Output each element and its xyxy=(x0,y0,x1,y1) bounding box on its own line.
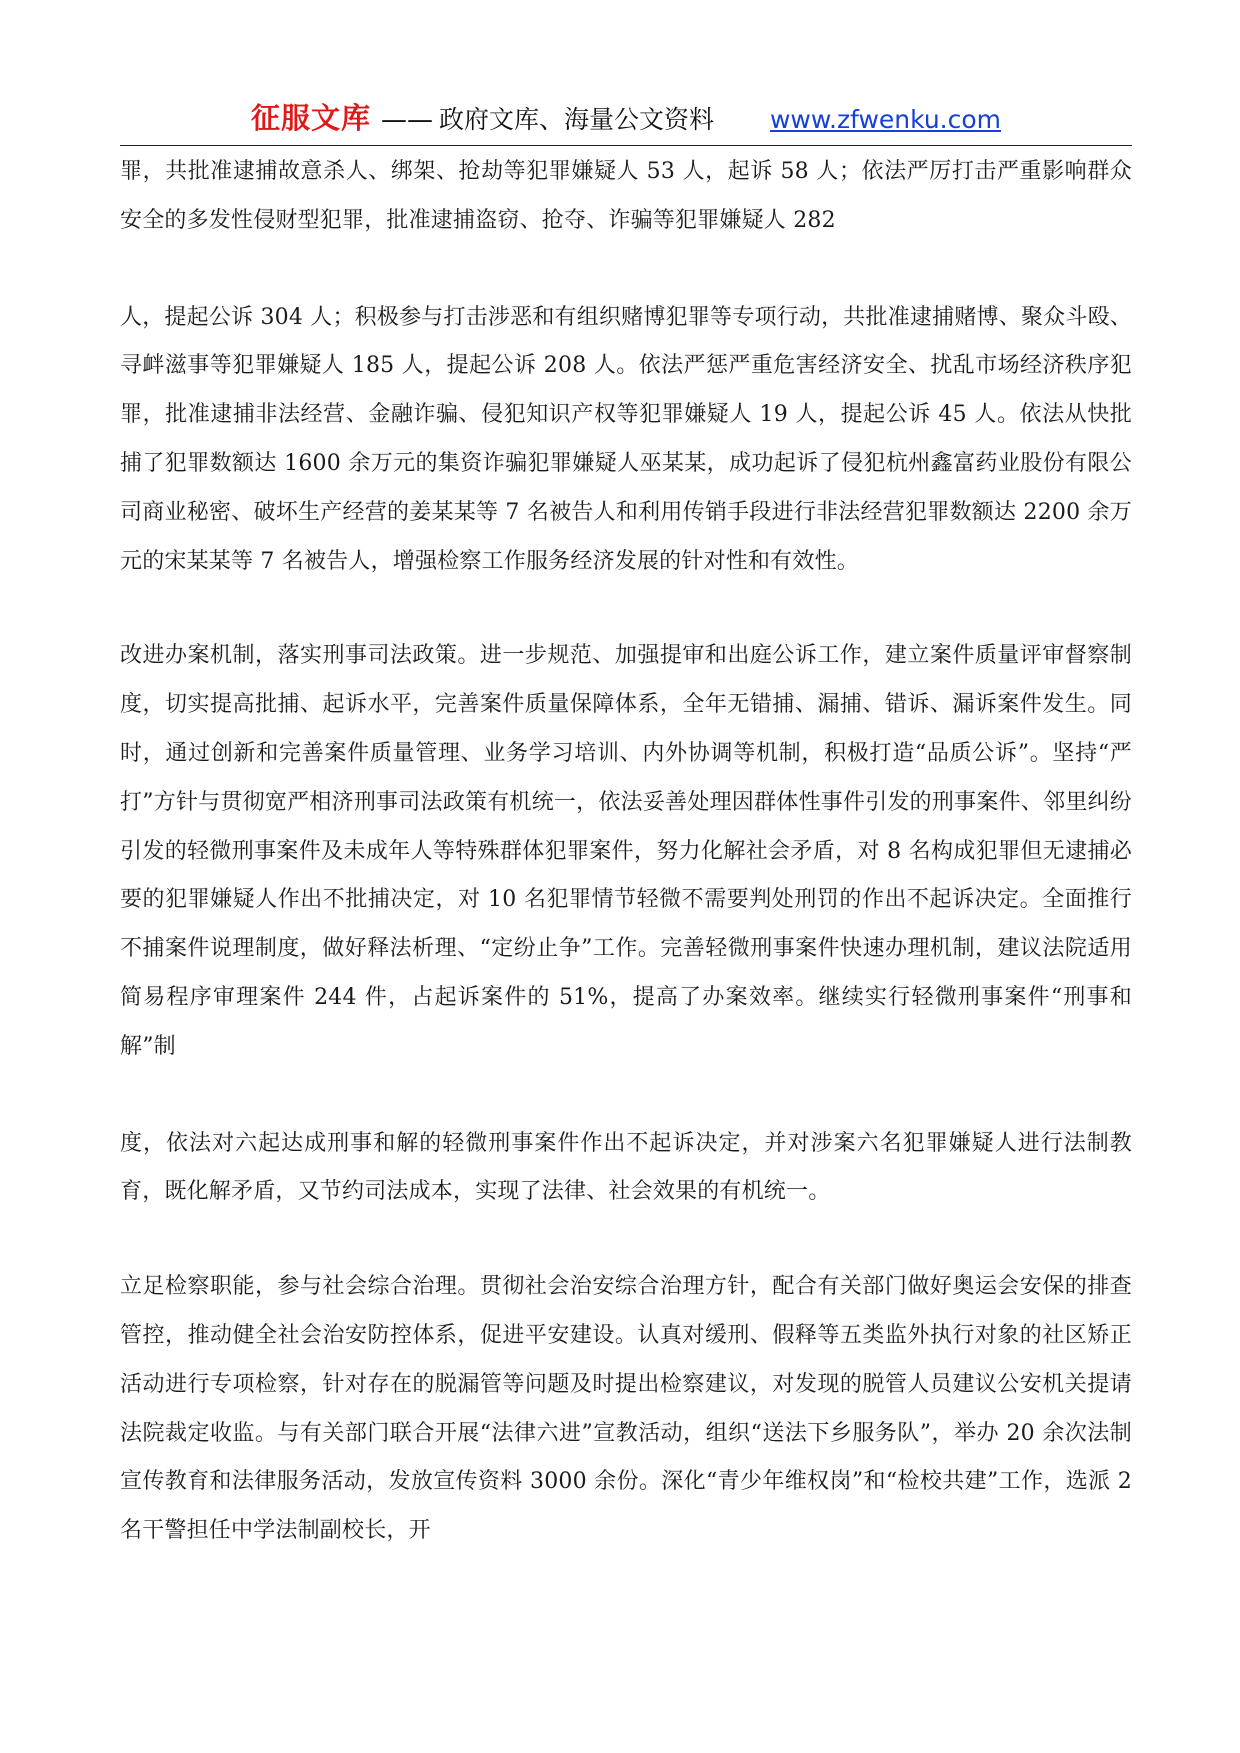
paragraph-4: 度，依法对六起达成刑事和解的轻微刑事案件作出不起诉决定，并对涉案六名犯罪嫌疑人进行法制教育，既化解矛盾，又节约司法成本，实现了法律、社会效果的有机统一。 xyxy=(120,1130,1132,1205)
paragraph-3: 改进办案机制，落实刑事司法政策。进一步规范、加强提审和出庭公诉工作，建立案件质量评审督察制度，切实提高批捕、起诉水平，完善案件质量保障体系，全年无错捕、漏捕、错诉、漏诉案件发生。同时，通过创新和完善案件质量管理、业务学习培训、内外协调等机制，积极打造“品质公诉”。坚持“严打”方针与贯彻宽严相济刑事司法政策有机统一，依法妥善处理因群体性事件引发的刑事案件、邻里纠纷引发的轻微刑事案件及未成年人等特殊群体犯罪案件，努力化解社会矛盾，对 8 名构成犯罪但无逮捕必要的犯罪嫌疑人作出不批捕决定，对 10 名犯罪情节轻微不需要判处刑罚的作出不起诉决定。全面推行不捕案件说理制度，做好释法析理、“定纷止争”工作。完善轻微刑事案件快速办理机制，建议法院适用简易程序审理案件 244 件，占起诉案件的 51%，提高了办案效率。继续实行轻微刑事案件“刑事和解”制 xyxy=(120,643,1132,1059)
paragraph-gap xyxy=(120,586,1132,632)
header-divider xyxy=(120,145,1132,146)
paragraph-2: 人，提起公诉 304 人；积极参与打击涉恶和有组织赌博犯罪等专项行动，共批准逮捕赌博、聚众斗殴、寻衅滋事等犯罪嫌疑人 185 人，提起公诉 208 人。依法严惩严重危害经济安全、扰乱市场经济秩序犯罪，批准逮捕非法经营、金融诈骗、侵犯知识产权等犯罪嫌疑人 19 人，提起公诉 45 人。依法从快批捕了犯罪数额达 1600 余万元的集资诈骗犯罪嫌疑人巫某某，成功起诉了侵犯杭州鑫富药业股份有限公司商业秘密、破坏生产经营的姜某某等 7 名被告人和利用传销手段进行非法经营犯罪数额达 2200 余万元的宋某某等 7 名被告人，增强检察工作服务经济发展的针对性和有效性。 xyxy=(120,304,1132,574)
header-url-link[interactable]: www.zfwenku.com xyxy=(769,105,1002,134)
page-gap xyxy=(120,1072,1132,1120)
paragraph-5: 立足检察职能，参与社会综合治理。贯彻社会治安综合治理方针，配合有关部门做好奥运会安保的排查管控，推动健全社会治安防控体系，促进平安建设。认真对缓刑、假释等五类监外执行对象的社区矫正活动进行专项检察，针对存在的脱漏管等问题及时提出检察建议，对发现的脱管人员建议公安机关提请法院裁定收监。与有关部门联合开展“法律六进”宣教活动，组织“送法下乡服务队”，举办 20 余次法制宣传教育和法律服务活动，发放宣传资料 3000 余份。深化“青少年维权岗”和“检校共建”工作，选派 2 名干警担任中学法制副校长，开 xyxy=(120,1274,1132,1544)
page-header xyxy=(120,96,1132,144)
header-tagline: 政府文库、海量公文资料 xyxy=(438,105,714,134)
paragraph-gap xyxy=(120,1217,1132,1263)
document-body xyxy=(120,148,1132,1556)
header-dash: —— xyxy=(380,105,433,135)
paragraph-1: 罪，共批准逮捕故意杀人、绑架、抢劫等犯罪嫌疑人 53 人，起诉 58 人；依法严厉打击严重影响群众安全的多发性侵财型犯罪，批准逮捕盗窃、抢夺、诈骗等犯罪嫌疑人 282 xyxy=(120,159,1132,233)
brand-logo-text: 征服文库 xyxy=(250,101,371,135)
page-gap xyxy=(120,246,1132,294)
